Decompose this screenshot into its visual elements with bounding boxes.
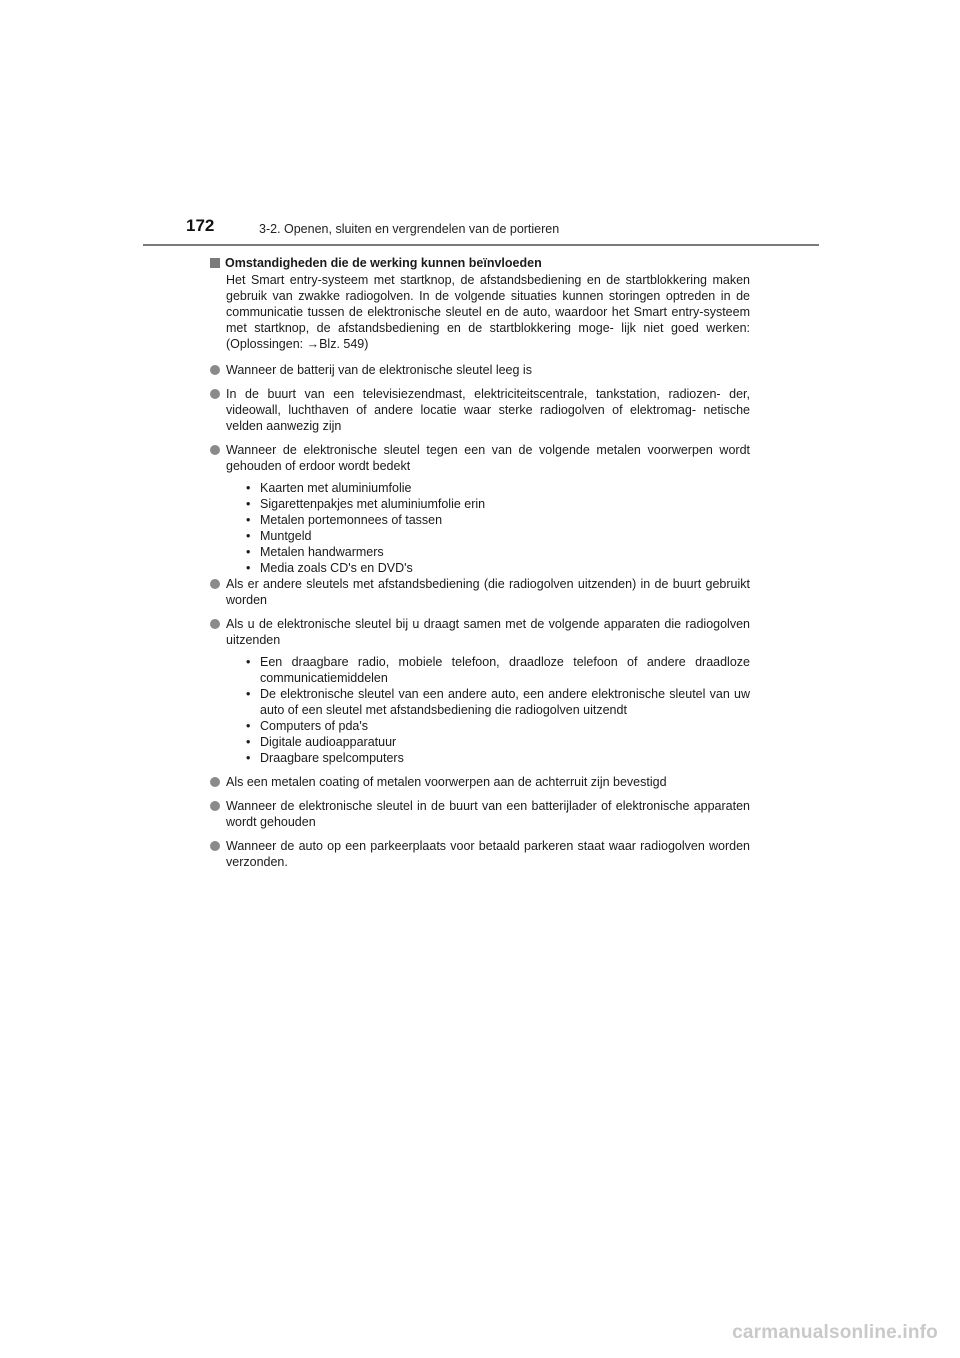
sub-list-item [242,480,750,496]
bullet-text: Als er andere sleutels met afstandsbediening (die radiogolven uitzenden) in de buurt gebruikt worden [226,577,750,607]
section-heading [210,255,750,271]
sub-item-text: Sigarettenpakjes met aluminiumfolie erin [260,497,486,511]
content [210,255,750,878]
circle-bullet-icon [210,841,220,851]
bullet-list [210,362,750,870]
bullet-text: Wanneer de elektronische sleutel tegen een van de volgende metalen voorwerpen wordt gehouden of erdoor wordt bedekt [226,443,750,473]
page-number: 172 [186,216,215,235]
sub-list-item [242,654,750,686]
list-item [210,362,750,378]
sub-bullet-glyph: • [246,719,251,733]
sub-item-text: Metalen portemonnees of tassen [260,513,443,527]
list-item [210,798,750,830]
sub-list-item [242,544,750,560]
sub-item-text: Media zoals CD's en DVD's [260,561,413,575]
sub-bullet-glyph: • [246,735,251,749]
sub-list-item [242,750,750,766]
bullet-text: Als een metalen coating of metalen voorwerpen aan de achterruit zijn bevestigd [226,775,667,789]
sub-item-text: De elektronische sleutel van een andere auto, een andere elektronische sleutel van uw auto of een sleutel met afstandsbediening die radiogolven uitzendt [260,687,750,717]
bullet-text: Als u de elektronische sleutel bij u draagt samen met de volgende apparaten die radiogolven uitzenden [226,617,750,647]
watermark-logo: carmanualsonline.info [732,1322,938,1343]
circle-bullet-icon [210,777,220,787]
sub-item-text: Kaarten met aluminiumfolie [260,481,412,495]
bullet-body [226,386,750,434]
list-item [210,774,750,790]
bullet-text: Wanneer de elektronische sleutel in de buurt van een batterijlader of elektronische apparaten wordt gehouden [226,799,750,829]
sub-bullet-glyph: • [246,545,251,559]
sub-bullet-glyph: • [246,655,251,669]
bullet-body [226,616,750,766]
intro-paragraph: Het Smart entry-systeem met startknop, de afstandsbediening en de startblokkering maken gebruik van zwakke radiogolven. In de volgende situaties kunnen storingen optreden in de communicatie tussen de elektronische sleutel en de auto, waardoor het Smart entry-systeem met startknop, de afstandsbediening en de startblokkering moge- lijk niet goed werken: (Oplossingen: →Blz. 549) [226,273,750,351]
list-item [210,838,750,870]
bullet-body [226,838,750,870]
bullet-body [226,798,750,830]
square-bullet-icon [210,258,220,268]
sub-list-item [242,734,750,750]
bullet-body [226,774,750,790]
sub-item-text: Draagbare spelcomputers [260,751,404,765]
sub-bullet-glyph: • [246,481,251,495]
sub-list-item [242,686,750,718]
list-item [210,616,750,766]
sub-bullet-glyph: • [246,687,251,701]
bullet-text: Wanneer de batterij van de elektronische sleutel leeg is [226,363,532,377]
list-item [210,386,750,434]
sub-bullet-glyph: • [246,529,251,543]
bullet-body [226,442,750,576]
circle-bullet-icon [210,801,220,811]
circle-bullet-icon [210,389,220,399]
sub-list-item [242,560,750,576]
sub-list-item [242,718,750,734]
bullet-text: In de buurt van een televisiezendmast, elektriciteitscentrale, tankstation, radiozen- der, videowall, luchthaven of andere locatie waar sterke radiogolven of elektromag- netische velden aanwezig zijn [226,387,750,433]
sub-list-item [242,512,750,528]
bullet-body [226,362,750,378]
sub-bullet-glyph: • [246,513,251,527]
sub-item-text: Een draagbare radio, mobiele telefoon, draadloze telefoon of andere draadloze communicatiemiddelen [260,655,750,685]
sub-bullet-glyph: • [246,561,251,575]
sub-bullet-glyph: • [246,751,251,765]
list-item [210,442,750,576]
sub-list [242,480,750,576]
circle-bullet-icon [210,579,220,589]
sub-list-item [242,496,750,512]
sub-item-text: Digitale audioapparatuur [260,735,397,749]
list-item [210,576,750,608]
sub-bullet-glyph: • [246,497,251,511]
sub-list-item [242,528,750,544]
bullet-text: Wanneer de auto op een parkeerplaats voor betaald parkeren staat waar radiogolven worden verzonden. [226,839,750,869]
header-rule [143,244,819,246]
circle-bullet-icon [210,445,220,455]
heading-text: Omstandigheden die de werking kunnen beïnvloeden [225,256,542,270]
sub-item-text: Muntgeld [260,529,312,543]
sub-item-text: Metalen handwarmers [260,545,384,559]
circle-bullet-icon [210,365,220,375]
sub-item-text: Computers of pda's [260,719,368,733]
section-title: 3-2. Openen, sluiten en vergrendelen van de portieren [259,222,560,236]
sub-list [242,654,750,766]
bullet-body [226,576,750,608]
circle-bullet-icon [210,619,220,629]
